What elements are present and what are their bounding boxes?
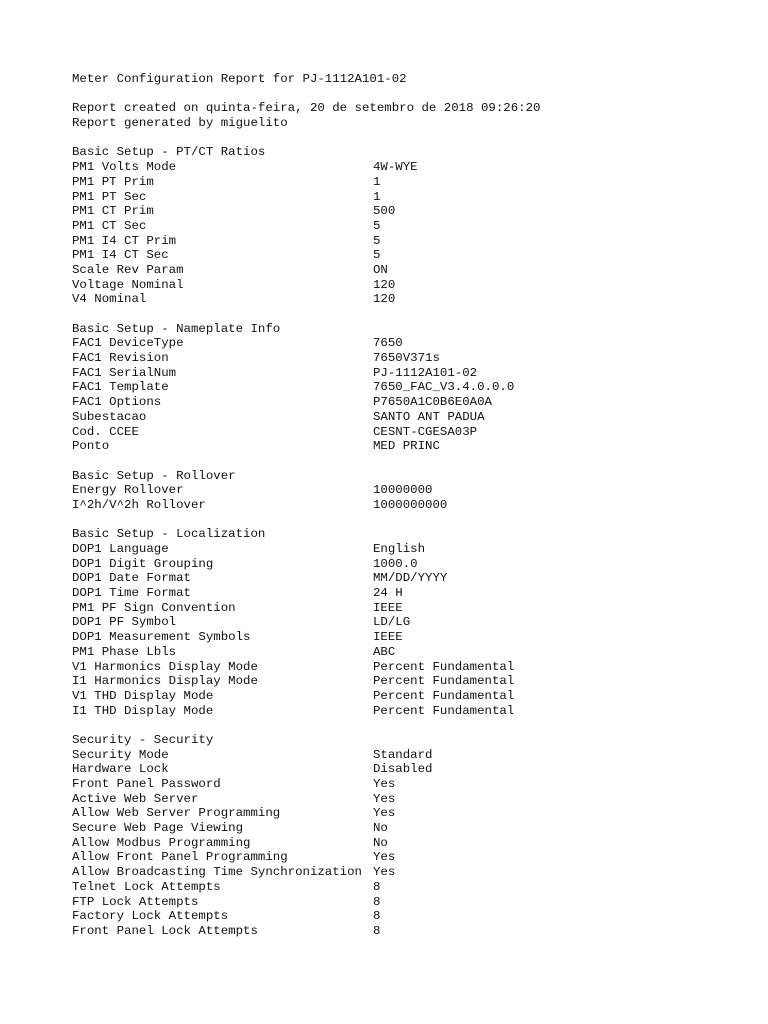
report-sections [72,131,752,939]
setting-label: Allow Front Panel Programming [72,850,288,865]
report-section [72,322,752,454]
setting-label: Front Panel Password [72,777,221,791]
setting-label: V1 Harmonics Display Mode [72,659,258,674]
setting-row [72,557,752,572]
setting-label: Telnet Lock Attempts [72,879,221,894]
setting-label: DOP1 Time Format [72,586,191,601]
setting-row [72,689,752,704]
setting-label: DOP1 PF Symbol [72,615,177,630]
setting-label: PM1 I4 CT Prim [72,233,177,248]
setting-value: 7650_FAC_V3.4.0.0.0 [373,380,515,395]
setting-row [72,292,752,307]
setting-row [72,336,752,351]
report-page [72,72,752,939]
report-title: Meter Configuration Report for PJ-1112A101-02 [72,72,407,86]
setting-row [72,615,752,630]
setting-label: Subestacao [72,409,147,424]
setting-value: Yes [373,806,396,821]
spacer [72,87,752,102]
setting-value: 1000.0 [373,556,418,571]
setting-value: 7650 [373,336,403,351]
setting-row [72,645,752,660]
setting-value: Percent Fundamental [373,703,515,718]
setting-label: Front Panel Lock Attempts [72,923,258,938]
setting-value: ON [373,262,388,277]
setting-label: PM1 CT Sec [72,218,147,233]
setting-value: Percent Fundamental [373,674,515,689]
setting-row [72,175,752,190]
section-heading: Basic Setup - Rollover [72,468,236,483]
setting-row [72,630,752,645]
setting-label: Hardware Lock [72,762,169,777]
setting-row [72,483,752,498]
setting-label: Cod. CCEE [72,424,139,439]
setting-value: 500 [373,204,396,219]
setting-row [72,821,752,836]
setting-row [72,909,752,924]
setting-value: 8 [373,909,381,924]
setting-row [72,880,752,895]
setting-label: Ponto [72,439,110,454]
setting-value: 5 [373,248,381,263]
setting-row [72,704,752,719]
setting-label: V1 THD Display Mode [72,688,214,703]
setting-value: 5 [373,218,381,233]
setting-value: No [373,821,388,836]
setting-value: 120 [373,292,396,307]
setting-label: Allow Broadcasting Time Synchronization [72,865,362,880]
setting-value: 8 [373,894,381,909]
report-section [72,145,752,307]
report-section [72,733,752,939]
setting-label: Energy Rollover [72,483,184,498]
setting-row [72,234,752,249]
report-generated-by-line: Report generated by miguelito [72,116,288,131]
setting-row [72,204,752,219]
report-section [72,527,752,718]
setting-row [72,792,752,807]
setting-value: 8 [373,879,381,894]
setting-label: PM1 CT Prim [72,204,154,219]
setting-label: FAC1 DeviceType [72,336,184,351]
setting-label: I^2h/V^2h Rollover [72,497,206,512]
setting-value: ABC [373,644,396,659]
setting-value: 10000000 [373,483,433,498]
section-heading: Basic Setup - Localization [72,527,266,542]
setting-value: English [373,542,426,556]
spacer [72,454,752,469]
setting-value: 8 [373,923,381,938]
setting-value: 1000000000 [373,497,448,512]
section-heading: Security - Security [72,732,214,747]
setting-value: Yes [373,865,396,880]
setting-row [72,160,752,175]
setting-row [72,748,752,763]
setting-label: PM1 I4 CT Sec [72,248,169,263]
setting-label: PM1 PT Prim [72,174,154,189]
setting-row [72,865,752,880]
setting-label: Voltage Nominal [72,277,184,292]
setting-label: Factory Lock Attempts [72,909,229,924]
setting-label: I1 THD Display Mode [72,703,214,718]
setting-row [72,410,752,425]
setting-row [72,190,752,205]
setting-row [72,674,752,689]
setting-value: 1 [373,189,381,204]
setting-row [72,586,752,601]
spacer [72,131,752,146]
setting-label: V4 Nominal [72,292,147,307]
setting-value: 5 [373,233,381,248]
setting-value: 7650V371s [373,351,440,366]
setting-value: MED PRINC [373,439,440,454]
setting-label: PM1 PF Sign Convention [72,600,236,615]
setting-row [72,366,752,381]
section-heading: Basic Setup - PT/CT Ratios [72,145,266,160]
setting-value: Percent Fundamental [373,688,515,703]
setting-value: CESNT-CGESA03P [373,424,478,439]
report-section [72,469,752,513]
setting-label: I1 Harmonics Display Mode [72,674,258,689]
setting-label: FTP Lock Attempts [72,894,199,909]
setting-label: FAC1 Options [72,395,162,410]
setting-row [72,498,752,513]
setting-row [72,571,752,586]
setting-value: LD/LG [373,615,411,630]
setting-label: Security Mode [72,747,169,762]
setting-row [72,263,752,278]
setting-row [72,660,752,675]
setting-label: FAC1 SerialNum [72,365,177,380]
setting-value: 4W-WYE [373,160,418,175]
setting-row [72,542,752,557]
setting-label: DOP1 Date Format [72,571,191,586]
setting-label: PM1 Phase Lbls [72,644,177,659]
setting-row [72,278,752,293]
setting-row [72,777,752,792]
setting-row [72,380,752,395]
setting-row [72,895,752,910]
setting-label: PM1 PT Sec [72,189,147,204]
setting-label: Scale Rev Param [72,262,184,277]
spacer [72,307,752,322]
setting-value: PJ-1112A101-02 [373,365,478,380]
setting-label: DOP1 Digit Grouping [72,556,214,571]
spacer [72,513,752,528]
setting-label: Allow Modbus Programming [72,835,251,850]
setting-row [72,806,752,821]
section-heading: Basic Setup - Nameplate Info [72,321,281,336]
setting-row [72,219,752,234]
setting-row [72,601,752,616]
setting-value: Disabled [373,762,433,777]
setting-row [72,395,752,410]
setting-row [72,351,752,366]
setting-value: MM/DD/YYYY [373,571,448,586]
setting-value: SANTO ANT PADUA [373,409,485,424]
spacer [72,718,752,733]
setting-label: Secure Web Page Viewing [72,821,244,836]
setting-row [72,425,752,440]
setting-label: FAC1 Template [72,380,169,395]
setting-label: FAC1 Revision [72,351,169,366]
setting-row [72,836,752,851]
setting-value: Standard [373,747,433,762]
setting-value: Percent Fundamental [373,659,515,674]
setting-row [72,924,752,939]
setting-value: 1 [373,174,381,189]
setting-row [72,439,752,454]
setting-label: DOP1 Measurement Symbols [72,630,251,645]
setting-value: 24 H [373,586,403,601]
setting-value: Yes [373,791,396,806]
setting-label: DOP1 Language [72,542,169,556]
setting-value: 120 [373,277,396,292]
setting-label: Active Web Server [72,791,199,806]
report-created-line: Report created on quinta-feira, 20 de setembro de 2018 09:26:20 [72,101,541,116]
setting-value: Yes [373,777,396,791]
setting-label: Allow Web Server Programming [72,806,281,821]
setting-value: P7650A1C0B6E0A0A [373,395,492,410]
setting-row [72,248,752,263]
setting-value: No [373,835,388,850]
setting-label: PM1 Volts Mode [72,160,177,175]
setting-row [72,762,752,777]
setting-value: Yes [373,850,396,865]
setting-value: IEEE [373,630,403,645]
setting-value: IEEE [373,600,403,615]
setting-row [72,850,752,865]
